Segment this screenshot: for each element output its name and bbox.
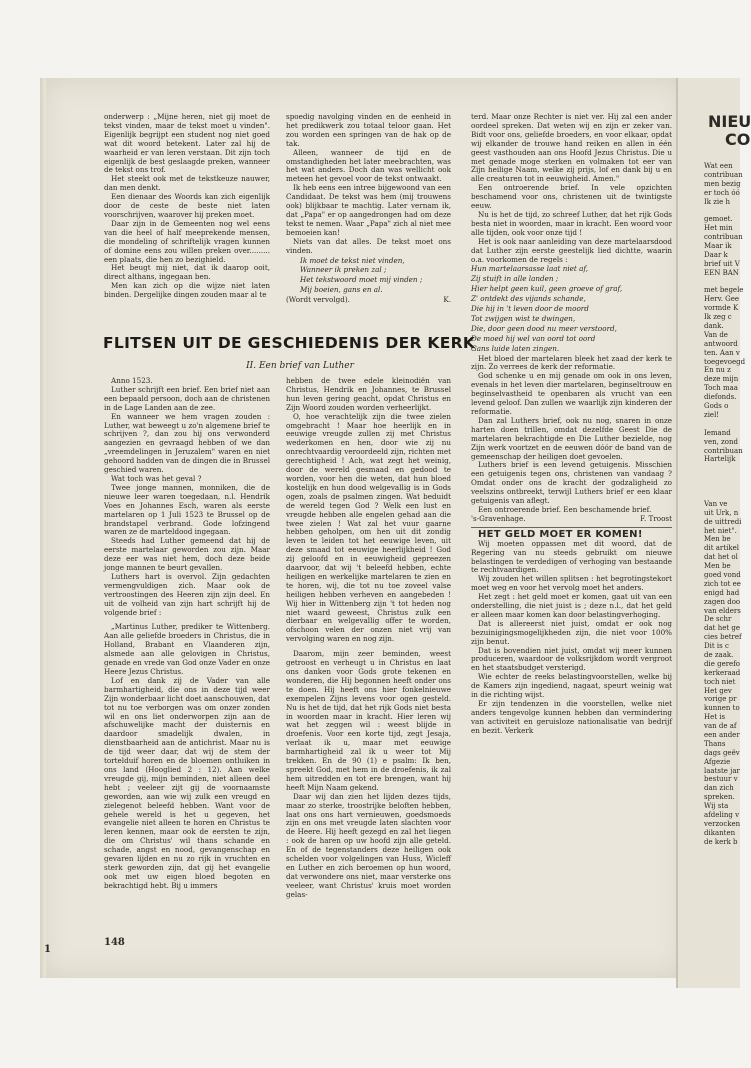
next-page-line: Toch maa xyxy=(704,384,738,393)
next-page-line: een ander xyxy=(704,731,740,739)
column-2-bottom xyxy=(286,377,451,927)
next-page-line: vorige pr xyxy=(704,695,737,704)
paragraph: God schenke u en mij genade om ook in ons leven, evenals in het leven dier martelaren, beginseltrouw en beginselvastheid te openbaren als vrucht van een levend geloof. Dan zullen we waarlijk zijn kinderen der reformatie. xyxy=(471,371,672,416)
next-page-line: Ik zie h xyxy=(704,197,731,206)
next-page-line: de uittredi xyxy=(704,517,742,526)
next-page-line: bestuur v xyxy=(704,775,738,784)
place-name: 's-Gravenhage. xyxy=(471,513,526,523)
section-title: HET GELD MOET ER KOMEN! xyxy=(478,528,643,540)
paragraph: Men kan zich op die wijze niet laten binden. Dergelijke dingen zouden maar al te xyxy=(104,281,270,300)
paragraph: Wat toch was het geval ? xyxy=(111,473,202,483)
paragraph: Wij zouden het willen splitsen : het begrotingstekort moet weg en voor het vervolg moet het anders. xyxy=(471,574,672,593)
poem-line: Zij stuift in alle landen ; xyxy=(471,274,559,284)
page-number: 148 xyxy=(104,937,125,948)
paragraph: Lof en dank zij de Vader van alle barmhartigheid, die ons in deze tijd weer Zijn wonderbaar licht doet aanschouwen, dat tot nu toe verborgen was om onzer zonden wil en ons liet onderworpen zijn aan de afschuwelijke macht der duisternis en daardoor smadelijk dwalen, in dienstbaarheid aan de antichrist. Maar nu is de tijd weer daar, dat wij de stem der tortelduif horen en de bloemen ontluiken in ons land (Hooglied 2 : 12). Aan welke vreugde gij, mijn beminden, niet alleen deel hebt ; veeleer zijt gij de voornaamste geworden, aan wie wij zulk een vreugd en zielegenot beleefd hebben. Want voor de gehele wereld is het u gegeven, het evangelie niet alleen te horen en Christus te leren kennen, maar ook de eersten te zijn, die om Christus' wil thans schande en schade, angst en nood, gevangenschap en gevaren lijden en nu zo rijk in vruchten en sterk geworden zijn, dat gij het evangelie ook met uw eigen bloed begoten en bekrachtigd hebt. Bij u immers xyxy=(104,675,270,890)
next-page-line: Herv. Gee xyxy=(704,295,740,304)
paragraph: Wij moeten oppassen met dit woord, dat de Regering van nu steeds gebruikt om nieuwe belastingen te verdedigen of verhoging van bestaande te rechtvaardigen. xyxy=(471,538,672,575)
paragraph: Het steekt ook met de tekstkeuze nauwer, dan men denkt. xyxy=(104,174,270,193)
next-page-line: Afgezie xyxy=(704,757,731,766)
next-page-line: men bezig xyxy=(704,179,741,188)
next-page-title-line2: CO xyxy=(725,130,751,149)
poem-line: Het tekstwoord moet mij vinden ; xyxy=(300,275,423,285)
next-page-line: diefonds. xyxy=(704,393,737,402)
next-page-line: er toch óó xyxy=(704,188,740,197)
next-page-line: dan zich xyxy=(704,784,734,793)
paragraph: En wanneer we hem vragen zouden : Luther, wat beweegt u zo'n algemene brief te schrijven ?, dan zou hij ons verwonderd aangezien en gevraagd hebben of we dan „vreemdelingen in Jeruzalem" waren en niet gehoord hadden van de dingen die in Brussel geschied waren. xyxy=(104,411,270,475)
paragraph: Een dienaar des Woords kan zich eigenlijk door de ceste de beste niet laten voorschrijven, waarover hij preken moet. xyxy=(104,192,270,219)
column-3 xyxy=(471,113,672,903)
next-page-line: dikanten xyxy=(704,828,736,837)
next-page-column xyxy=(704,162,744,847)
paragraph: hebben de twee edele kleinodiën van Christus, Hendrik en Johannes, te Brussel hun leven gering geacht, opdat Christus en Zijn Woord zouden worden verheerlijkt. xyxy=(286,376,451,412)
next-page-line: contribuan xyxy=(704,170,743,179)
next-page-title: NIEU xyxy=(708,112,751,131)
next-page-line: EEN BAN xyxy=(704,268,739,277)
next-page-line: cies betref xyxy=(704,633,742,642)
next-page-line xyxy=(704,206,744,215)
paragraph: Er zijn tendenzen in die voorstellen, welke niet anders tengevolge kunnen hebben dan vermindering van activiteit en geruisloze nationalisatie van bedrijf en bezit. Verkerk xyxy=(471,699,672,735)
paragraph: Daar wij dan zien het lijden dezes tijds, maar zo sterke, troostrijke beloften hebben, laat ons ons hart vernieuwen, goedsmoeds zijn en ons met vreugde laten slachten voor de Heere. Hij heeft gezegd en zal het liegen : ook de haren op uw hoofd zijn alle geteld. En of de tegenstanders deze heiligen ook schelden voor volgelingen van Huss, Wicleff en Luther en zich beroemen op hun woord, dat verwondere ons niet, maar versterke ons veeleer, want Christus' kruis moet worden gelas- xyxy=(286,791,451,899)
next-page-line: brief uit V xyxy=(704,259,740,268)
poem-line: Hun martelaarsasse laat niet af, xyxy=(471,264,589,274)
paragraph: Nu is het de tijd, zo schreef Luther, dat het rijk Gods besta niet in woorden, maar in kracht. Een woord voor alle tijden, ook voor onze tijd ! xyxy=(471,209,672,237)
next-page-line: met begele xyxy=(704,286,744,295)
paragraph: Alleen, wanneer de tijd en de omstandigheden het later meebrachten, was het wat anders. Doch dan was wellicht ook meteen het gevoel voor de tekst ontwaakt. xyxy=(286,147,451,184)
paragraph: Luther schrijft een brief. Een brief niet aan een bepaald persoon, doch aan de christenen in de Lage Landen aan de zee. xyxy=(104,384,270,412)
paragraph: Anno 1523. xyxy=(111,376,153,385)
next-page-line: En nu z xyxy=(704,366,731,375)
poem-line: Die, door geen dood nu meer verstoord, xyxy=(471,323,617,333)
paragraph: onderwerp : „Mijne heren, niet gij moet de tekst vinden, maar de tekst moet u vinden". Eigenlijk begrijpt een student nog niet goed wat dit woord betekent. Later zal hij de waarheid er van leren verstaan. Dit zijn toch eigenlijk de best geslaagde preken, wanneer de tekst ons trof. xyxy=(104,112,270,175)
paragraph: Het bloed der martelaren bleek het zaad der kerk te zijn. Zo verrees de kerk der reformatie. xyxy=(471,353,672,372)
next-page-line: verzocken xyxy=(704,819,741,828)
next-page-line: Men be xyxy=(704,535,731,544)
paragraph: Een ontroerende brief. Een beschamende brief. xyxy=(478,504,652,514)
column-1-bottom xyxy=(104,377,270,927)
paragraph: Ik heb eens een intree bijgewoond van een Candidaat. De tekst was hem (mij trouwens ook) blijkbaar te machtig. Later vernam ik, dat „Papa" er op aangedrongen had om deze tekst te nemen. Waar „Papa" zich al niet mee bemoeien kan! xyxy=(286,183,451,237)
next-page-line: goed vond xyxy=(704,570,741,579)
next-page-line: Het gev xyxy=(704,686,732,695)
poem-line: Ik moet de tekst niet vinden, xyxy=(300,255,405,265)
next-page-line: zich tot ee xyxy=(704,579,741,588)
paragraph: Niets van dat alles. De tekst moet ons vinden. xyxy=(286,236,451,255)
paragraph: spoedig navolging vinden en de eenheid in het predikwerk zou totaal teloor gaan. Het zou worden een springen van de hak op de tak. xyxy=(286,112,451,148)
next-page-line: van elders xyxy=(704,606,741,615)
next-page-line xyxy=(704,491,744,500)
page-binding-edge xyxy=(40,78,46,978)
next-page-line: deze mijn xyxy=(704,375,739,384)
paragraph: Het is ook naar aanleiding van deze martelaarsdood dat Luther zijn eerste geestelijk lied dichtte, waarin o.a. voorkomen de regels : xyxy=(471,236,672,264)
next-page-line: De schr xyxy=(704,615,732,624)
next-page-line: ten. Aan v xyxy=(704,348,740,357)
paragraph: Twee jonge mannen, monniken, die de nieuwe leer waren toegedaan, n.l. Hendrik Voes en Johannes Esch, waren als eerste martelaren op 1 Juli 1523 te Brussel op de brandstapel verbrand. Gode lofzingend waren ze de marteldood ingegaan. xyxy=(104,482,270,537)
margin-mark: 1 xyxy=(44,944,51,955)
poem-line: Hier helpt geen kuil, geen groeve of graf, xyxy=(471,284,623,294)
next-page-line: Van de xyxy=(704,330,728,339)
next-page-line: die gerefo xyxy=(704,659,741,668)
next-page-line xyxy=(704,464,744,473)
poem-line: Gans luide laten zingen. xyxy=(471,343,560,353)
next-page-line: Het min xyxy=(704,224,733,233)
paragraph: Dan zal Luthers brief, ook nu nog, snaren in onze harten doen trillen, omdat dezelfde Geest Die de martelaren bekrachtigde en Die Luther bezielde, nog Zijn werk voortzet en de eeuwen dóór de band van de gemeenschap der heiligen doet gevoelen. xyxy=(471,415,672,461)
next-page-line: uit Urk, n xyxy=(704,508,739,517)
next-page-line: kerkeraad xyxy=(704,668,741,677)
next-page-line: afdeling v xyxy=(704,811,740,820)
article-headline: FLITSEN UIT DE GESCHIEDENIS DER KERK xyxy=(103,334,476,352)
next-page-line: enigd had xyxy=(704,588,740,597)
next-page-line: Wat een xyxy=(704,162,733,170)
signature-line xyxy=(471,515,672,524)
next-page-line: Gods o xyxy=(704,402,729,411)
poem-line: Z' ontdekt des vijands schande, xyxy=(471,294,586,304)
paragraph: Luthers brief is een levend getuigenis. Misschien een getuigenis tegen ons, christenen van vandaag ? Omdat onder ons de kracht der godzaligheid zo veelszins ontbreekt, terwijl Luthers brief er een klaar getuigenis van aflegt. xyxy=(471,460,672,506)
paragraph: O, hoe verachtelijk zijn die twee zielen omgebracht ! Maar hoe heerlijk en in eeuwige vreugde zullen zij met Christus wederkomen en hen, door wie zij nu onrechtvaardig veroordeeld zijn, richten met gerechtigheid ! Ach, wat zegt het weinig, door de wereld gesmaad en gedood te worden, voor hen die weten, dat hun bloed kostelijk en hun dood welgevallig is in Gods ogen, zoals de psalmen zingen. Wat beduidt de wereld tegen God ? Welk een lust en vreugde hebben alle engelen gehad aan die twee zielen ! Wat zal het vuur gaarne hebben geholpen, om hen uit dit zondig leven te leiden tot het eeuwige leven, uit deze smaad tot eeuwige heerlijkheid ! God zij geloofd en in eeuwigheid gepreezen daarvoor, dat wij 't beleefd hebben, echte heiligen en werkelijke martelaren te zien en te horen, wij, die tot nu toe zoveel valse heiligen hebben verheven en aangebeden ! Wij hier in Wittenberg zijn 't tot heden nog niet waard geweest, Christus zulk een dierbaar en welgevallig offer te worden, ofschoon velen der onzen niet vrij van vervolging waren en nog zijn. xyxy=(286,411,451,644)
next-page-line: Van ve xyxy=(704,499,728,508)
paragraph: Steeds had Luther gemeend dat hij de eerste martelaar geworden zou zijn. Maar deze eer was niet hem, doch deze beide jonge mannen te beurt gevallen. xyxy=(104,536,270,573)
next-page-line: contribuan xyxy=(704,446,743,455)
next-page-line: van de af xyxy=(704,722,737,731)
next-page-line: ziel! xyxy=(704,410,720,419)
paragraph: Wie echter de reeks belastingvoorstellen, welke bij de Kamers zijn ingediend, nagaat, speurt weinig wat in die richting wijst. xyxy=(471,672,672,700)
paragraph: Het beugt mij niet, dat ik daarop ooit, direct althans, ingegaan ben. xyxy=(104,263,270,282)
next-page-line: dank. xyxy=(704,322,724,331)
paragraph: Een ontroerende brief. In vele opzichten beschamend voor ons, christenen uit de twintigste eeuw. xyxy=(471,183,672,211)
poem-line: Tot zwijgen wist te dwingen, xyxy=(471,313,576,323)
divider xyxy=(471,527,672,528)
paragraph: Luthers hart is overvol. Zijn gedachten vermengvuldigen zich. Maar ook de vertroostingen des Heeren zijn zijn deel. En uit de volheid van zijn hart schrijft hij de volgende brief : xyxy=(104,571,270,617)
next-page-line: zagen doo xyxy=(704,597,741,606)
next-page-line: Maar ik xyxy=(704,242,732,251)
next-page-line: de zaak. xyxy=(704,650,734,659)
next-page-line: de kerk b xyxy=(704,837,738,846)
paragraph: Dat is allereerst niet juist, omdat er ook nog bezuinigingsmogelijkheden zijn, die niet voor 100% zijn benut. xyxy=(471,618,672,646)
poem-line: Wanneer ik preken zal ; xyxy=(300,265,387,275)
next-page-line: Dit is c xyxy=(704,642,729,651)
next-page-line: antwoord xyxy=(704,339,738,348)
next-page-line: dit artikel xyxy=(704,544,739,553)
next-page-line: Iemand xyxy=(704,428,731,437)
next-page-line: Daar k xyxy=(704,250,728,259)
next-page-line: vormde K xyxy=(704,304,739,313)
paragraph: „Martinus Luther, prediker te Wittenberg. Aan alle geliefde broeders in Christus, die in Holland, Brabant en Vlaanderen zijn, alsmede aan alle gelovigen in Christus, genade en vrede van God onze Vader en onze Heere Jezus Christus. xyxy=(104,622,271,676)
next-page-line xyxy=(704,420,744,429)
paragraph: terd. Maar onze Rechter is niet ver. Hij zal een ander oordeel spreken. Dat weten wij en zijn er zeker van. Bidt voor ons, geliefde broeders, en voor elkaar, opdat wij elkander de trouwe hand reiken en allen in één geest vasthouden aan ons Hoofd Jezus Christus. Die u met genade moge sterken en volmaken tot eer van Zijn heilige Naam, welke zij prijs, lof en dank bij u en alle creaturen tot in eeuwigheid. Amen." xyxy=(471,112,672,184)
next-page-line: dags geëv xyxy=(704,748,740,757)
next-page-line xyxy=(704,278,744,287)
next-page-line: Wij sta xyxy=(704,802,729,811)
author-initial: K. xyxy=(443,295,451,305)
column-1-top xyxy=(104,113,270,300)
next-page-line: gemoet. xyxy=(704,215,733,224)
paragraph: Het zegt : het geld moet er komen, gaat uit van een onderstelling, die niet juist is ; deze n.l., dat het geld er alleen maar komen kan door belastingverhoging. xyxy=(471,592,672,619)
to-be-continued: (Wordt vervolgd). xyxy=(286,295,350,305)
poem-line: Mij boeien, gans en al. xyxy=(300,285,383,295)
signature-line xyxy=(286,296,451,305)
next-page-line: kunnen to xyxy=(704,704,740,713)
column-2-top xyxy=(286,113,451,305)
next-page-line: dat het ol xyxy=(704,553,738,562)
next-page-line: Thans xyxy=(704,739,726,748)
poem-line: Die hij in 't leven door de moord xyxy=(471,304,589,314)
poem-line: De moed hij wel van oord tot oord xyxy=(471,333,596,343)
next-page-line: Het is xyxy=(704,713,726,722)
author-name: F. Troost xyxy=(640,513,672,523)
article-subheadline: II. Een brief van Luther xyxy=(246,361,354,371)
next-page-line: spreken. xyxy=(704,793,735,802)
paragraph: Daarom, mijn zeer beminden, weest getroost en verheugt u in Christus en laat ons danken voor Gods grote tekenen en wonderen, die Hij begonnen heeft onder ons te doen. Hij heeft ons hier fonkelnieuwe exempelen Zijns levens voor ogen gesteld. Nu is het de tijd, dat het rijk Gods niet besta in woorden maar in kracht. Hier leren wij wat het zeggen wil : weest blijde in droefenis. Voor een korte tijd, zegt Jesaja, verlaat ik u, maar met eeuwige barmhartigheid zal ik u weer tot Mij trekken. En de 90 (1) e psalm: Ik ben, spreekt God, met hem in de droefenis, ik zal hem uitredden en tot ere brengen, want hij heeft Mijn Naam gekend. xyxy=(286,649,451,792)
next-page-line: Hartelijk xyxy=(704,455,736,464)
next-page-line: toegevoegd xyxy=(704,357,746,366)
next-page-line: contribuan xyxy=(704,233,743,242)
next-page-line: Men be xyxy=(704,562,731,571)
next-page-line xyxy=(704,482,744,491)
paragraph: Dat is bovendien niet juist, omdat wij meer kunnen produceren, waardoor de volksrijkdom wordt vergroot en het staatsbudget versterigd. xyxy=(471,645,672,673)
next-page-line xyxy=(704,473,744,482)
next-page-line: toch niet xyxy=(704,677,736,686)
next-page-line: het niet". xyxy=(704,526,737,535)
next-page-line: dat het ge xyxy=(704,624,741,633)
paragraph: Daar zijn in de Gemeenten nog wel eens van die heel of half meeprekende mensen, die mondeling of schriftelijk vragen kunnen of domine eens zou willen preken over......... een plaats, die hen zo bezighield. xyxy=(104,218,270,264)
next-page-line: ven, zond xyxy=(704,437,738,446)
next-page-line: Ik zeg c xyxy=(704,313,732,322)
next-page-line: laatste jar xyxy=(704,766,740,775)
